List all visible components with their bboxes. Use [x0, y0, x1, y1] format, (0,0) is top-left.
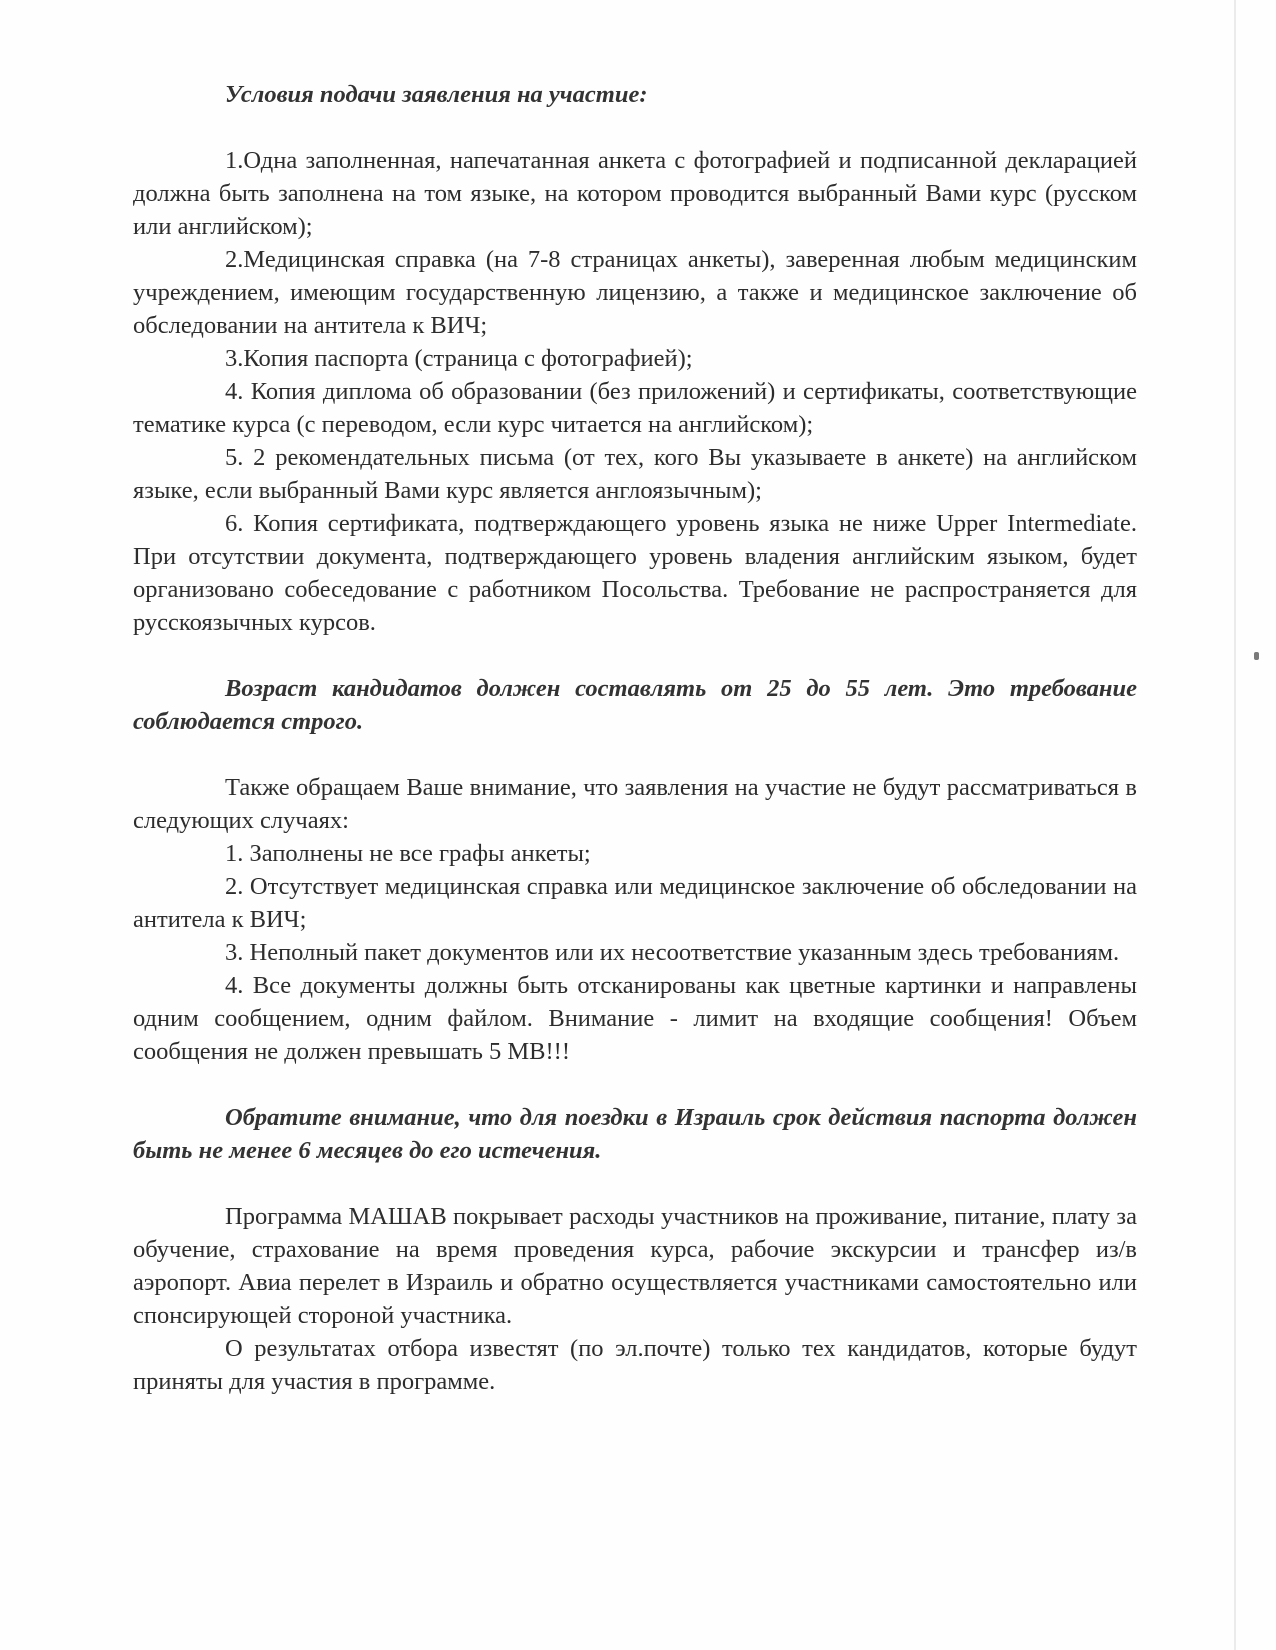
requirement-item: 5. 2 рекомендательных письма (от тех, кого Вы указываете в анкете) на английском языке, если выбранный Вами курс является англоязычным); [133, 444, 1137, 504]
section-heading: Условия подачи заявления на участие: [225, 81, 648, 108]
selection-results-paragraph: О результатах отбора известят (по эл.почте) только тех кандидатов, которые будут приняты для участия в программе. [133, 1335, 1137, 1395]
rejection-case-item: 3. Неполный пакет документов или их несоответствие указанным здесь требованиям. [225, 939, 1120, 966]
requirement-item: 2.Медицинская справка (на 7-8 страницах анкеты), заверенная любым медицинским учреждением, имеющим государственную лицензию, а также и медицинское заключение об обследовании на антитела к ВИЧ; [133, 246, 1137, 339]
requirement-item: 6. Копия сертификата, подтверждающего уровень языка не ниже Upper Intermediate. При отсутствии документа, подтверждающего уровень владения английским языком, будет организовано собеседование с работником Посольства. Требование не распространяется для русскоязычных курсов. [133, 510, 1137, 636]
requirement-item: 3.Копия паспорта (страница с фотографией); [225, 345, 693, 372]
document-body [133, 78, 1137, 1398]
requirement-item: 1.Одна заполненная, напечатанная анкета с фотографией и подписанной декларацией должна быть заполнена на том языке, на котором проводится выбранный Вами курс (русском или английском); [133, 147, 1137, 240]
requirements-list [133, 144, 1137, 639]
program-coverage-paragraph: Программа МАШАВ покрывает расходы участников на проживание, питание, плату за обучение, страхование на время проведения курса, рабочие экскурсии и трансфер из/в аэропорт. Авиа перелет в Израиль и обратно осуществляется участниками самостоятельно или спонсирующей стороной участника. [133, 1203, 1137, 1329]
scan-speck-mark [1254, 652, 1259, 660]
rejection-case-item: 4. Все документы должны быть отсканированы как цветные картинки и направлены одним сообщением, одним файлом. Внимание - лимит на входящие сообщения! Объем сообщения не должен превышать 5 MB!!! [133, 972, 1137, 1065]
scan-edge-line [1234, 0, 1236, 1650]
age-notice: Возраст кандидатов должен составлять от 25 до 55 лет. Это требование соблюдается строго. [133, 675, 1137, 735]
requirement-item: 4. Копия диплома об образовании (без приложений) и сертификаты, соответствующие тематике курса (с переводом, если курс читается на английском); [133, 378, 1137, 438]
passport-notice: Обратите внимание, что для поездки в Израиль срок действия паспорта должен быть не менее 6 месяцев до его истечения. [133, 1104, 1137, 1164]
rejection-case-item: 2. Отсутствует медицинская справка или медицинское заключение об обследовании на антитела к ВИЧ; [133, 873, 1137, 933]
rejection-intro: Также обращаем Ваше внимание, что заявления на участие не будут рассматриваться в следующих случаях: [133, 774, 1137, 834]
rejection-cases-list [133, 837, 1137, 1068]
rejection-case-item: 1. Заполнены не все графы анкеты; [225, 840, 591, 867]
